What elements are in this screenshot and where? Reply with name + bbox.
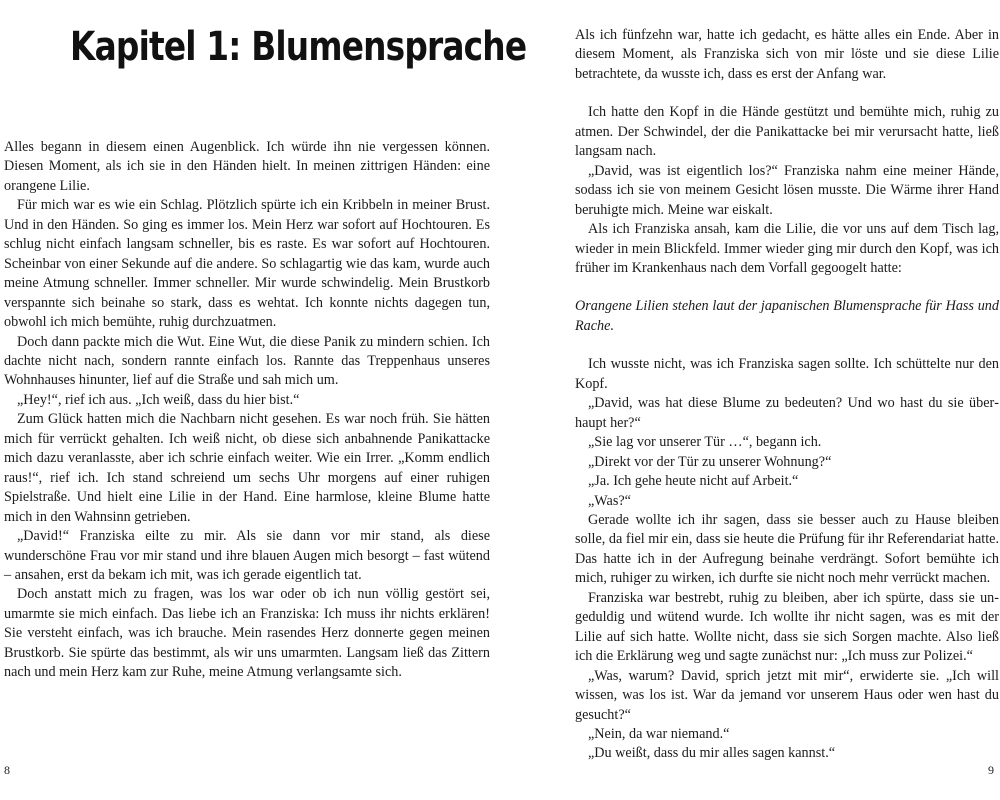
paragraph: „Was?“ xyxy=(588,492,631,509)
right-page-body xyxy=(575,26,999,764)
paragraph: „Sie lag vor unserer Tür …“, begann ich. xyxy=(588,434,822,451)
right-page xyxy=(500,0,1000,800)
paragraph: Doch dann packte mich die Wut. Eine Wut, die diese Panik zu mindern schien. Ich dachte nicht nach, sondern rannte einfach los. Rannte das Treppenhaus unseres Wohnhauses hinunter, lief auf die Straße und sah mich um. xyxy=(4,333,490,389)
section-break xyxy=(575,278,999,297)
paragraph: Zum Glück hatten mich die Nachbarn nicht gesehen. Es war noch früh. Sie hätten mich für verrückt gehalten. Ich weiß nicht, ob diese sich anbahnende Panikattacke mich dazu veranlasste, aber ich schrie einfach weiter. Wie ein Irrer. „Komm endlich raus!“, rief ich. Ich stand schreiend um sechs Uhr morgens auf einer ruhigen Spielstraße. Und hielt eine Lilie in der Hand. Eine harmlose, kleine Blume hatte mich in den Wahnsinn getrieben. xyxy=(4,411,490,525)
paragraph: „Direkt vor der Tür zu unserer Wohnung?“ xyxy=(588,453,832,470)
paragraph: Ich hatte den Kopf in die Hände gestützt und bemühte mich, ruhig zu atmen. Der Schwindel, der die Panikattacke bei mir verursacht hatte, ließ langsam nach. xyxy=(575,104,999,160)
section-break xyxy=(575,84,999,103)
paragraph: „Nein, da war niemand.“ xyxy=(588,725,730,742)
paragraph: Gerade wollte ich ihr sagen, dass sie besser auch zu Hause bleiben solle, da fiel mir ein, dass sie heute die Prüfung für ihr Referendariat hatte. Das hatte ich in der Aufregung beinahe verdrängt. Sofort bemühte ich mich, ruhiger zu wirken, ich durfte sie nicht noch mehr verrückt machen. xyxy=(575,511,999,587)
paragraph: „David, was ist eigentlich los?“ Franziska nahm eine meiner Hände, sodass ich sie von meinem Gesicht lösen musste. Die Wärme ihrer Hand beruhigte mich. Meine war eiskalt. xyxy=(575,162,999,218)
chapter-title: Kapitel 1: Blumensprache xyxy=(70,24,527,70)
paragraph: Franziska war bestrebt, ruhig zu bleiben, aber ich spürte, dass sie ungeduldig und wütend wurde. Ich wollte ihr nicht sagen, was es mit der Lilie auf sich hatte. Wollte nicht, dass sie sich Sorgen machte. Also ließ ich die Erklärung weg und sagte zunächst nur: „Ich muss zur Polizei.“ xyxy=(575,589,999,665)
italic-quote: Orangene Lilien stehen laut der japanischen Blumensprache für Hass und Rache. xyxy=(575,298,999,334)
paragraph: Als ich Franziska ansah, kam die Lilie, die vor uns auf dem Tisch lag, wieder in mein Blickfeld. Immer wieder ging mir durch den Kopf, was ich früher im Krankenhaus nach dem Vorfall gegoogelt hatte: xyxy=(575,221,999,276)
page-number-right: 9 xyxy=(988,763,994,777)
paragraph: Ich wusste nicht, was ich Franziska sagen sollte. Ich schüttelte nur den Kopf. xyxy=(575,356,999,392)
paragraph: Alles begann in diesem einen Augenblick. Ich würde ihn nie vergessen können. Diesen Moment, als ich sie in den Händen hielt. In meinen zittrigen Händen: eine orangene Lilie. xyxy=(4,139,490,194)
left-page-body xyxy=(4,138,490,683)
paragraph: Doch anstatt mich zu fragen, was los war oder ob ich nun völlig gestört sei, umarmte sie mich einfach. Das liebe ich an Franziska: Ich muss ihr nichts erklären! Sie versteht einfach, was ich brauche. Mein rasendes Herz donnerte gegen meinen Brustkorb. Sie spürte das bestimmt, als wir uns umarmten. Langsam ließ das Zittern nach und mein Herz kam zur Ruhe, meine Atmung verlangsamte sich. xyxy=(4,586,490,681)
paragraph: Für mich war es wie ein Schlag. Plötzlich spürte ich ein Kribbeln in meiner Brust. Und in den Händen. So ging es immer los. Mein Herz war sofort auf Hochtouren. Es schlug nicht einfach langsam schneller, bis es raste. Es war sofort auf Hochtouren. Scheinbar von einer Sekunde auf die andere. So schlagartig wie das kam, wurde auch meine Atmung schneller. Immer schneller. Mir wurde schwindelig. Mein Brustkorb verspannte sich beinahe so stark, dass es wehtat. Ich konnte nichts dagegen tun, obwohl ich mich bemühte, ruhig durchzuatmen. xyxy=(4,197,490,331)
paragraph: „Ja. Ich gehe heute nicht auf Arbeit.“ xyxy=(588,473,799,490)
paragraph: „David, was hat diese Blume zu bedeuten? Und wo hast du sie überhaupt her?“ xyxy=(575,395,999,431)
paragraph: „Was, warum? David, sprich jetzt mit mir“, erwiderte sie. „Ich will wissen, was los ist. War da jemand vor unserem Haus oder wen hast du gesucht?“ xyxy=(575,667,999,723)
paragraph: „Hey!“, rief ich aus. „Ich weiß, dass du hier bist.“ xyxy=(17,391,300,408)
page-number-left: 8 xyxy=(4,763,10,777)
section-break xyxy=(575,336,999,355)
paragraph: „Du weißt, dass du mir alles sagen kannst.“ xyxy=(588,745,836,762)
paragraph: Als ich fünfzehn war, hatte ich gedacht, es hätte alles ein Ende. Aber in diesem Moment, als Franziska sich von mir löste und sie diese Lilie betrachtete, da wusste ich, dass es erst der Anfang war. xyxy=(575,27,999,82)
paragraph: „David!“ Franziska eilte zu mir. Als sie dann vor mir stand, als diese wunderschöne Frau vor mir stand und ihre blauen Augen mich besorgt – fast wütend – ansahen, erst da bekam ich mit, was ich gerade eigentlich tat. xyxy=(4,528,490,583)
